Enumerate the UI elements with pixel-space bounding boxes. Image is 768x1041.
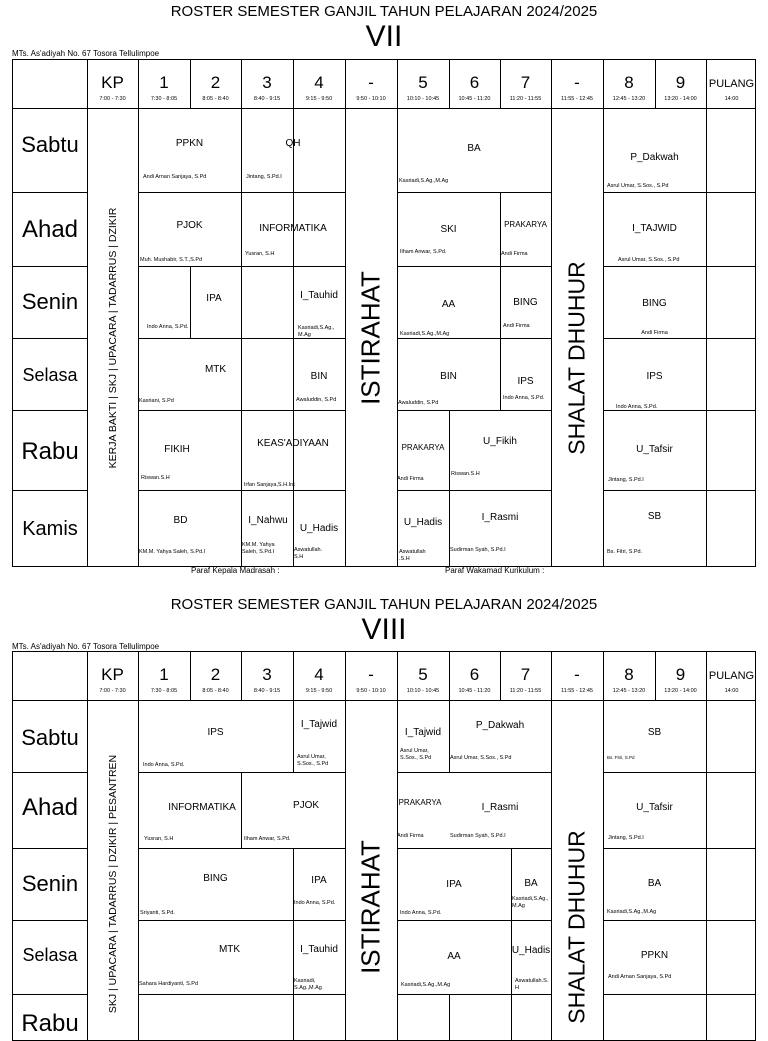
subject-cell: BIN xyxy=(440,371,457,382)
teacher-name: KM.M. Yahya Saleh, S.Pd.I xyxy=(242,542,275,555)
header-period-4: 4 xyxy=(314,73,324,92)
teacher-name: Indo Anna, S.Pd. xyxy=(147,324,189,330)
time-period-2: 8:05 - 8:40 xyxy=(202,688,229,694)
time-period-1: 7:30 - 8:05 xyxy=(150,688,178,694)
shalat-label-viii: SHALAT DHUHUR xyxy=(563,830,590,1024)
teacher-name: Awaluddin, S.Pd xyxy=(398,400,439,406)
subject-cell: IPS xyxy=(646,371,663,382)
time-period-5: 10:10 - 10:45 xyxy=(406,688,440,694)
subject-cell: BIN xyxy=(310,371,328,382)
subject-cell: BA xyxy=(647,878,662,889)
subject-cell: FIKIH xyxy=(164,444,190,455)
header-period-9: 9 xyxy=(675,665,686,684)
subject-cell: I_Tajwid xyxy=(404,727,442,738)
teacher-name: Indo Anna, S.Pd. xyxy=(143,762,185,768)
header-kp: KP xyxy=(101,73,124,92)
day-kamis: Kamis xyxy=(22,518,78,540)
school-name-viii: MTs. As'adiyah No. 67 Tosora Tellulimpoe xyxy=(12,642,160,651)
teacher-name: Kasriadi,S.Ag., M.Ag xyxy=(512,896,549,909)
shalat-label-vii: SHALAT DHUHUR xyxy=(563,261,590,455)
header-pulang: PULANG xyxy=(708,78,755,90)
subject-cell: U_Tafsir xyxy=(636,802,673,813)
teacher-name: Indo Anna, S.Pd. xyxy=(400,910,442,916)
teacher-name: Ilham Anwar, S.Pd. xyxy=(244,836,291,842)
time-pulang: 14:00 xyxy=(724,688,739,694)
time-period-3: 8:40 - 9:15 xyxy=(253,96,281,102)
subject-cell: BING xyxy=(642,298,667,309)
teacher-name: Indo Anna, S.Pd. xyxy=(616,404,658,410)
subject-cell: I_TAJWID xyxy=(632,223,677,234)
time-period-6: 10:45 - 11:20 xyxy=(458,688,491,694)
subject-cell: SB xyxy=(647,511,662,522)
subject-cell: P_Dakwah xyxy=(630,152,679,163)
teacher-name: Awaluddin, S.Pd xyxy=(296,397,337,403)
subject-cell: PRAKARYA xyxy=(504,220,547,229)
header-period-4: 4 xyxy=(314,665,324,684)
header-period-6: 6 xyxy=(469,73,480,92)
teacher-name: Kasriadi,S.Ag.,M.Ag xyxy=(607,909,657,915)
subject-cell: AA xyxy=(447,951,461,962)
teacher-name: Riswan.S.H xyxy=(451,471,480,477)
kp-activities-vii: KERJA BAKTI | SKJ | UPACARA | TADARRUS | DZIKIR xyxy=(107,207,119,469)
subject-cell: PRAKARYA xyxy=(398,798,442,807)
header-break-1: - xyxy=(368,73,374,92)
day-selasa: Selasa xyxy=(22,945,78,965)
teacher-name: Asrul Umar, S.Sos., S.Pd xyxy=(400,748,432,761)
teacher-name: Kasriadi,S.Ag.,M.Ag xyxy=(399,178,449,184)
teacher-name: Jintang, S.Pd.I xyxy=(608,477,644,483)
subject-cell: I_Tauhid xyxy=(300,290,338,301)
kp-activities-viii: SKJ | UPACARA | TADARRUS | DZIKIR | PESANTREN xyxy=(107,754,119,1014)
teacher-name: Andi Firma xyxy=(641,330,668,336)
time-period-8: 12:45 - 13:20 xyxy=(612,96,646,102)
time-pulang: 14:00 xyxy=(724,96,739,102)
subject-cell: INFORMATIKA xyxy=(259,223,327,234)
header-period-7: 7 xyxy=(520,665,531,684)
time-break-1: 9:50 - 10:10 xyxy=(356,688,386,694)
time-period-1: 7:30 - 8:05 xyxy=(150,96,178,102)
schedule-table-vii xyxy=(12,59,756,567)
time-period-4: 9:15 - 9:50 xyxy=(305,96,333,102)
day-senin: Senin xyxy=(21,871,79,896)
teacher-name: Asrul Umar, S.Sos., S.Pd xyxy=(618,257,680,263)
subject-cell: IPA xyxy=(446,879,462,890)
time-period-9: 13:20 - 14:00 xyxy=(664,688,697,694)
header-break-2: - xyxy=(574,73,580,92)
time-break-2: 11:55 - 12:45 xyxy=(560,96,593,102)
header-period-3: 3 xyxy=(262,73,272,92)
header-period-7: 7 xyxy=(520,73,531,92)
subject-cell: IPS xyxy=(207,727,224,738)
subject-cell: I_Tajwid xyxy=(300,719,338,730)
teacher-name: Muh. Mushabir, S.T.,S.Pd xyxy=(140,257,203,263)
subject-cell: MTK xyxy=(218,944,241,955)
header-period-5: 5 xyxy=(418,665,428,684)
day-rabu: Rabu xyxy=(21,438,79,465)
teacher-name: Riswan.S.H xyxy=(141,475,170,481)
schedule-table-viii xyxy=(12,651,756,1041)
grade-label-vii: VII xyxy=(365,20,403,53)
subject-cell: I_Nahwu xyxy=(248,515,288,526)
header-period-5: 5 xyxy=(418,73,428,92)
header-period-2: 2 xyxy=(210,665,221,684)
teacher-name: Aswatullah .S.H xyxy=(399,549,426,562)
day-rabu: Rabu xyxy=(21,1010,79,1037)
header-period-8: 8 xyxy=(624,73,634,92)
subject-cell: I_Tauhid xyxy=(300,944,338,955)
day-ahad: Ahad xyxy=(21,794,79,821)
teacher-name: Asrul Umar, S.Sos., S.Pd xyxy=(607,183,669,189)
subject-cell: PJOK xyxy=(176,220,203,231)
teacher-name: KM.M. Yahya Saleh, S.Pd.I xyxy=(139,549,206,555)
subject-cell: U_Tafsir xyxy=(636,444,673,455)
header-pulang: PULANG xyxy=(708,670,755,682)
time-kp: 7:00 - 7:30 xyxy=(99,96,126,102)
header-kp: KP xyxy=(101,665,124,684)
teacher-name: Aswatullah. S.H xyxy=(294,547,323,560)
time-break-2: 11:55 - 12:45 xyxy=(560,688,593,694)
teacher-name: Jintang, S.Pd.I xyxy=(608,835,644,841)
roster-title-vii: ROSTER SEMESTER GANJIL TAHUN PELAJARAN 2024/2025 xyxy=(170,3,598,20)
subject-cell: SKI xyxy=(440,224,457,235)
subject-cell: PRAKARYA xyxy=(401,443,445,452)
istirahat-label-viii: ISTIRAHAT xyxy=(355,840,386,974)
teacher-name: Kasriadi, S.Ag.,M.Ag xyxy=(294,978,322,991)
teacher-name: Kasriadi,S.Ag.,M.Ag xyxy=(400,331,450,337)
subject-cell: KEAS'ADIYAAN xyxy=(257,438,329,449)
istirahat-label-vii: ISTIRAHAT xyxy=(355,271,386,405)
time-period-8: 12:45 - 13:20 xyxy=(612,688,646,694)
time-period-5: 10:10 - 10:45 xyxy=(406,96,440,102)
teacher-name: Andi Firma xyxy=(501,251,528,257)
time-period-2: 8:05 - 8:40 xyxy=(202,96,229,102)
teacher-name: Sudirman Syah, S.Pd.I xyxy=(450,833,506,839)
subject-cell: SB xyxy=(647,727,662,738)
teacher-name: Indo Anna, S.Pd. xyxy=(294,900,336,906)
grade-label-viii: VIII xyxy=(361,613,407,646)
teacher-name: Jintang, S.Pd.I xyxy=(246,174,282,180)
teacher-name: Yusran, S.H xyxy=(245,251,275,257)
subject-cell: PPKN xyxy=(175,138,204,149)
subject-cell: U_Fikih xyxy=(483,436,517,447)
header-period-1: 1 xyxy=(159,665,169,684)
roster-title-viii: ROSTER SEMESTER GANJIL TAHUN PELAJARAN 2024/2025 xyxy=(170,596,598,613)
header-period-9: 9 xyxy=(675,73,686,92)
day-ahad: Ahad xyxy=(21,216,79,243)
teacher-name: Andi Firma xyxy=(397,833,424,839)
teacher-name: Asrul Umar, S.Sos., S.Pd xyxy=(450,755,512,761)
subject-cell: IPS xyxy=(517,376,534,387)
teacher-name: Bs. Fitri, S.Pd xyxy=(607,755,635,760)
header-break-2: - xyxy=(574,665,580,684)
day-sabtu: Sabtu xyxy=(21,132,79,157)
time-kp: 7:00 - 7:30 xyxy=(99,688,126,694)
subject-cell: I_Rasmi xyxy=(481,802,519,813)
teacher-name: Andi Firma xyxy=(397,476,424,482)
subject-cell: BA xyxy=(467,143,481,154)
time-period-6: 10:45 - 11:20 xyxy=(458,96,491,102)
teacher-name: Ilham Anwar, S.Pd. xyxy=(400,249,447,255)
subject-cell: PJOK xyxy=(292,800,320,811)
subject-cell: U_Hadis xyxy=(511,945,551,956)
teacher-name: Kasriani, S.Pd xyxy=(139,398,174,404)
header-period-1: 1 xyxy=(159,73,169,92)
subject-cell: BA xyxy=(524,878,538,889)
subject-cell: MTK xyxy=(204,364,227,375)
subject-cell: BING xyxy=(513,297,538,308)
time-period-7: 11:20 - 11:55 xyxy=(509,96,542,102)
teacher-name: Sriyanti, S.Pd. xyxy=(140,910,175,916)
time-period-9: 13:20 - 14:00 xyxy=(664,96,697,102)
teacher-name: Kasriadi,S.Ag.,M.Ag xyxy=(401,982,451,988)
teacher-name: Aswatullah.S. H xyxy=(515,978,549,991)
day-sabtu: Sabtu xyxy=(21,725,79,750)
subject-cell: BING xyxy=(203,873,228,884)
time-break-1: 9:50 - 10:10 xyxy=(356,96,386,102)
subject-cell: U_Hadis xyxy=(403,517,443,528)
header-period-8: 8 xyxy=(624,665,634,684)
teacher-name: Asrul Umar, S.Sos., S.Pd xyxy=(297,754,329,767)
time-period-4: 9:15 - 9:50 xyxy=(305,688,333,694)
signature-kepala-madrasah: Paraf Kepala Madrasah : xyxy=(191,566,280,575)
subject-cell: PPKN xyxy=(640,950,669,961)
subject-cell: AA xyxy=(441,299,456,310)
teacher-name: Sahara Hardiyanti, S.Pd xyxy=(139,981,199,987)
subject-cell: U_Hadis xyxy=(299,523,339,534)
signature-wakamad-kurikulum: Paraf Wakamad Kurikulum : xyxy=(445,566,545,575)
teacher-name: Indo Anna, S.Pd. xyxy=(503,395,545,401)
subject-cell: IPA xyxy=(206,293,222,304)
header-period-3: 3 xyxy=(262,665,272,684)
teacher-name: Andi Firma xyxy=(503,323,530,329)
subject-cell: I_Rasmi xyxy=(481,512,519,523)
subject-cell: INFORMATIKA xyxy=(168,802,236,813)
teacher-name: Irfan Sanjaya,S.H.Int xyxy=(244,482,295,488)
subject-cell: BD xyxy=(173,515,188,526)
time-period-7: 11:20 - 11:55 xyxy=(509,688,542,694)
teacher-name: Andi Arnan Sanjaya, S.Pd xyxy=(143,174,207,180)
time-period-3: 8:40 - 9:15 xyxy=(253,688,281,694)
header-period-6: 6 xyxy=(469,665,480,684)
subject-cell: QH xyxy=(285,138,301,149)
subject-cell: P_Dakwah xyxy=(475,720,525,731)
teacher-name: Bs. Fitri, S.Pd. xyxy=(607,549,643,555)
header-period-2: 2 xyxy=(210,73,221,92)
day-senin: Senin xyxy=(21,289,79,314)
day-selasa: Selasa xyxy=(22,365,78,385)
teacher-name: Sudirman Syah, S.Pd.I xyxy=(450,547,506,553)
teacher-name: Kasriadi,S.Ag., M.Ag xyxy=(298,325,335,338)
school-name-vii: MTs. As'adiyah No. 67 Tosora Tellulimpoe xyxy=(12,49,160,58)
subject-cell: IPA xyxy=(311,875,327,886)
teacher-name: Andi Arnan Sanjaya, S.Pd xyxy=(608,974,672,980)
teacher-name: Yusran, S.H xyxy=(144,836,174,842)
header-break-1: - xyxy=(368,665,374,684)
